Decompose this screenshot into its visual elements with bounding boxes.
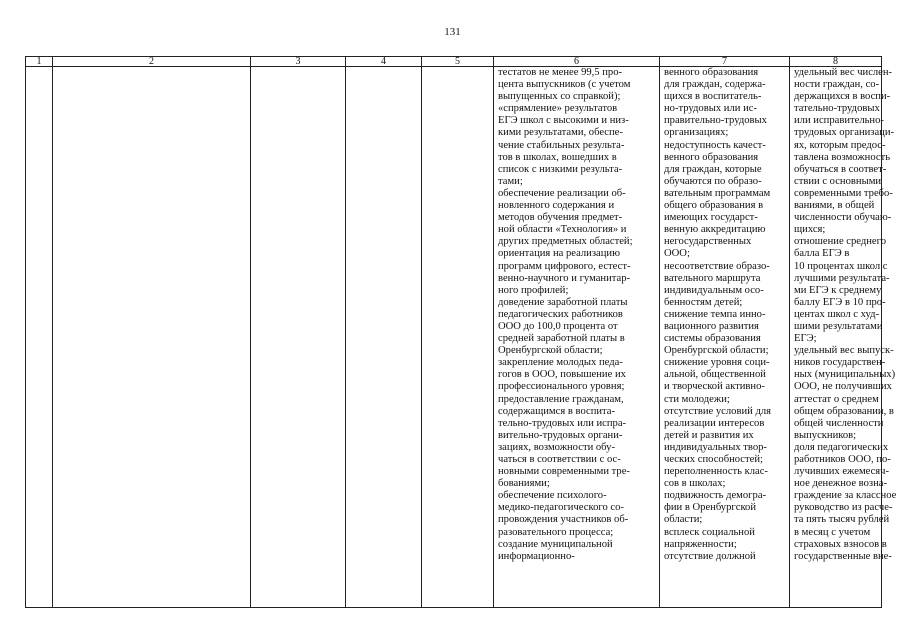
program-table bbox=[25, 56, 897, 608]
column-header-4: 4 bbox=[346, 57, 422, 67]
cell-col-6 bbox=[494, 67, 660, 608]
cell-col-5 bbox=[422, 67, 494, 608]
col7-text: венного образования для граждан, содержа- щихся в воспитатель- но-трудовых или ис- правительно-трудовых организациях; недоступность качест- венного образования для граждан, которые обучаются по образо- вательным программам общего образования в имеющих государст- венную аккредитацию негосударственных ООО; несоответствие образо- вательного маршрута индивидуальным осо- бенностям детей; снижение темпа инно- вационного развития системы образования Оренбургской области; снижение уровня соци- альной, общественной и творческой активно- сти молодежи; отсутствие условий для реализации интересов детей и развития их индивидуальных твор- ческих способностей; переполненность клас- сов в школах; подвижность демогра- фии в Оренбургской области; всплеск социальной напряженности; отсутствие должной bbox=[664, 67, 772, 562]
page-number: 131 bbox=[444, 26, 461, 38]
column-header-8: 8 bbox=[790, 57, 882, 67]
column-header-1: 1 bbox=[26, 57, 53, 67]
cell-col-1 bbox=[26, 67, 53, 608]
col6-text: тестатов не менее 99,5 про- цента выпускников (с учетом выпущенных со справкой); «спрямление» результатов ЕГЭ школ с высокими и низ- кими результатами, обеспе- чение стабильных результа- тов в школах, вошедших в список с низкими результа- тами; обеспечение реализации об- новленного содержания и методов обучения предмет- ной области «Технология» и других предметных областей; ориентация на реализацию программ цифрового, естест- венно-научного и гуманитар- ного профилей; доведение заработной платы педагогических работников ООО до 100,0 процента от средней заработной платы в Оренбургской области; закрепление молодых педа- гогов в ООО, повышение их профессионального уровня; предоставление гражданам, содержащимся в воспита- тельно-трудовых или испра- вительно-трудовых органи- зациях, возможности обу- чаться в соответствии с ос- новными современными тре- бованиями; обеспечение психолого- медико-педагогического со- провождения участников об- разовательного процесса; создание муниципальной информационно- bbox=[498, 67, 633, 562]
col8-text: удельный вес числен- ности граждан, со- держащихся в воспи- тательно-трудовых или исправительно- трудовых организаци- ях, которым предос- тавлена возможность обучаться в соответ- ствии с основными современными требо- ваниями, в общей численности обучаю- щихся; отношение среднего балла ЕГЭ в 10 процентах школ с лучшими результата- ми ЕГЭ к среднему баллу ЕГЭ в 10 про- центах школ с худ- шими результатами ЕГЭ; удельный вес выпуск- ников государствен- ных (муниципальных) ООО, не получивших аттестат о среднем общем образовании, в общей численности выпускников; доля педагогических работников ООО, по- лучивших ежемесяч- ное денежное возна- граждение за классное руководство из расче- та пять тысяч рублей в месяц с учетом страховых взносов в государственные вне- bbox=[794, 67, 897, 562]
cell-col-2 bbox=[53, 67, 251, 608]
table-header-row bbox=[26, 57, 882, 67]
column-header-3: 3 bbox=[251, 57, 346, 67]
cell-col-3 bbox=[251, 67, 346, 608]
table-row bbox=[26, 67, 882, 608]
column-header-2: 2 bbox=[53, 57, 251, 67]
column-header-6: 6 bbox=[494, 57, 660, 67]
column-header-5: 5 bbox=[422, 57, 494, 67]
cell-col-7 bbox=[660, 67, 790, 608]
cell-col-8 bbox=[790, 67, 897, 608]
cell-col-4 bbox=[346, 67, 422, 608]
column-header-7: 7 bbox=[660, 57, 790, 67]
